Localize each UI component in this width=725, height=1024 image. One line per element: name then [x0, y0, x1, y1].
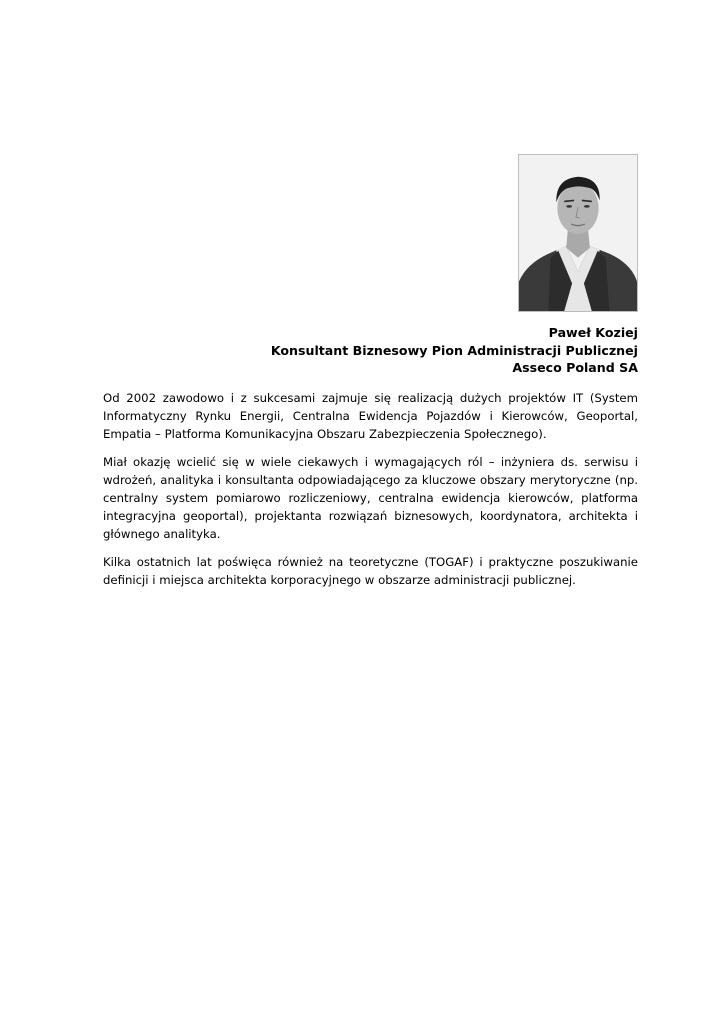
profile-header: [103, 324, 638, 377]
bio-paragraph: Miał okazję wcielić się w wiele ciekawych i wymagających ról – inżyniera ds. serwisu i wdrożeń, analityka i konsultanta odpowiadającego za kluczowe obszary merytoryczne (np. centralny system pomiarowo rozliczeniowy, centralna ewidencja kierowców, platforma integracyjna geoportal), projektanta rozwiązań biznesowych, koordynatora, architekta i głównego analityka.: [103, 455, 638, 541]
bio-paragraph: Kilka ostatnich lat poświęca również na teoretyczne (TOGAF) i praktyczne poszukiwanie definicji i miejsca architekta korporacyjnego w obszarze administracji publicznej.: [103, 555, 638, 588]
portrait-image: [519, 155, 637, 311]
profile-photo: [518, 154, 638, 312]
biography: [103, 390, 638, 601]
person-position: Konsultant Biznesowy Pion Administracji Publicznej: [270, 342, 638, 358]
person-name: Paweł Koziej: [548, 325, 638, 340]
bio-paragraph: Od 2002 zawodowo i z sukcesami zajmuje się realizacją dużych projektów IT (System Informatyczny Rynku Energii, Centralna Ewidencja Pojazdów i Kierowców, Geoportal, Empatia – Platforma Komunikacyjna Obszaru Zabezpieczenia Społecznego).: [103, 391, 638, 441]
company-name: Asseco Poland SA: [512, 360, 638, 375]
